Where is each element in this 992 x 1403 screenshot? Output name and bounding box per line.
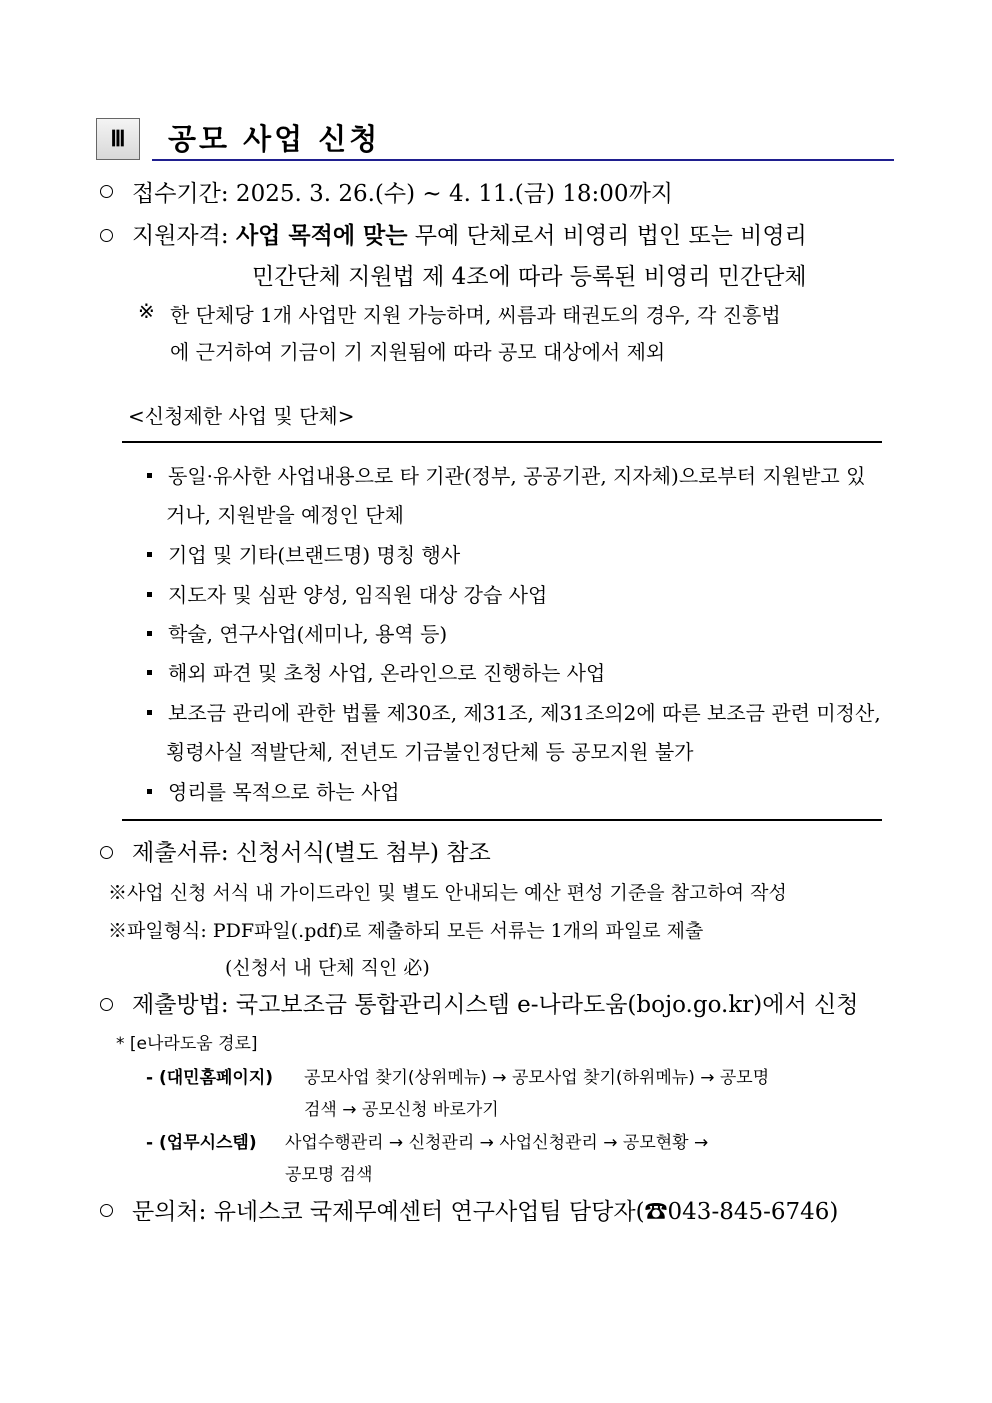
eligibility-bold: 사업 목적에 맞는 [235, 223, 408, 249]
path-label: * [e나라도움 경로] [116, 1034, 258, 1054]
section-number: Ⅲ [110, 126, 126, 151]
documents-title: 제출서류: 신청서식(별도 첨부) 참조 [132, 840, 491, 866]
restrictions-bottom-rule [122, 819, 882, 821]
square-bullet-icon [147, 552, 152, 557]
biz-path-line1: 사업수행관리 → 신청관리 → 사업신청관리 → 공모현황 → [285, 1133, 709, 1153]
home-label: - (대민홈페이지) [146, 1068, 274, 1088]
home-path-line1: 공모사업 찾기(상위메뉴) → 공모사업 찾기(하위메뉴) → 공모명 [304, 1068, 770, 1088]
restrictions-heading: <신청제한 사업 및 단체> [128, 404, 355, 428]
square-bullet-icon [147, 789, 152, 794]
eligibility [132, 217, 872, 250]
restriction-item-cont: 횡령사실 적발단체, 전년도 기금불인정단체 등 공모지원 불가 [166, 740, 694, 764]
circle-bullet-icon [100, 185, 113, 198]
circle-bullet-icon [100, 229, 113, 242]
restrictions-top-rule [122, 441, 882, 443]
square-bullet-icon [147, 670, 152, 675]
biz-path-line2: 공모명 검색 [285, 1165, 373, 1185]
note-line1: 한 단체당 1개 사업만 지원 가능하며, 씨름과 태권도의 경우, 각 진흥법 [170, 303, 781, 327]
square-bullet-icon [147, 631, 152, 636]
restriction-item-cont: 거나, 지원받을 예정인 단체 [166, 503, 404, 527]
section-title: 공모 사업 신청 [168, 122, 381, 156]
square-bullet-icon [147, 592, 152, 597]
eligibility-rest: 무예 단체로서 비영리 법인 또는 비영리 [414, 223, 807, 249]
documents-note1: ※사업 신청 서식 내 가이드라인 및 별도 안내되는 예산 편성 기준을 참고하여 작성 [108, 882, 787, 904]
restriction-item: 지도자 및 심판 양성, 임직원 대상 강습 사업 [168, 583, 548, 607]
biz-label: - (업무시스템) [146, 1133, 257, 1153]
square-bullet-icon [147, 710, 152, 715]
restriction-item: 영리를 목적으로 하는 사업 [168, 780, 400, 804]
documents-note2: ※파일형식: PDF파일(.pdf)로 제출하되 모든 서류는 1개의 파일로 제출 [108, 920, 704, 942]
section-number-box [96, 118, 140, 160]
restriction-item: 학술, 연구사업(세미나, 용역 등) [168, 622, 448, 646]
circle-bullet-icon [100, 1204, 113, 1217]
restriction-item: 동일·유사한 사업내용으로 타 기관(정부, 공공기관, 지자체)으로부터 지원받고 있 [168, 464, 866, 488]
square-bullet-icon [147, 473, 152, 478]
application-period: 접수기간: 2025. 3. 26.(수) ~ 4. 11.(금) 18:00까지 [132, 181, 674, 207]
circle-bullet-icon [100, 846, 113, 859]
restriction-item: 해외 파견 및 초청 사업, 온라인으로 진행하는 사업 [168, 661, 606, 685]
eligibility-line2: 민간단체 지원법 제 4조에 따라 등록된 비영리 민간단체 [252, 264, 807, 290]
note-line2: 에 근거하여 기금이 기 지원됨에 따라 공모 대상에서 제외 [170, 340, 666, 364]
method-title: 제출방법: 국고보조금 통합관리시스템 e-나라도움(bojo.go.kr)에서 신청 [132, 992, 859, 1018]
home-path-line2: 검색 → 공모신청 바로가기 [304, 1100, 499, 1120]
documents-note3: (신청서 내 단체 직인 必) [225, 957, 430, 979]
note-mark: ※ [138, 299, 155, 323]
contact: 문의처: 유네스코 국제무예센터 연구사업팀 담당자(☎043-845-6746) [132, 1199, 839, 1225]
section-underline [152, 159, 894, 161]
circle-bullet-icon [100, 998, 113, 1011]
restriction-item: 보조금 관리에 관한 법률 제30조, 제31조, 제31조의2에 따른 보조금 관련 미정산, [168, 701, 881, 725]
restriction-item: 기업 및 기타(브랜드명) 명칭 행사 [168, 543, 461, 567]
eligibility-label: 지원자격: [132, 223, 229, 249]
